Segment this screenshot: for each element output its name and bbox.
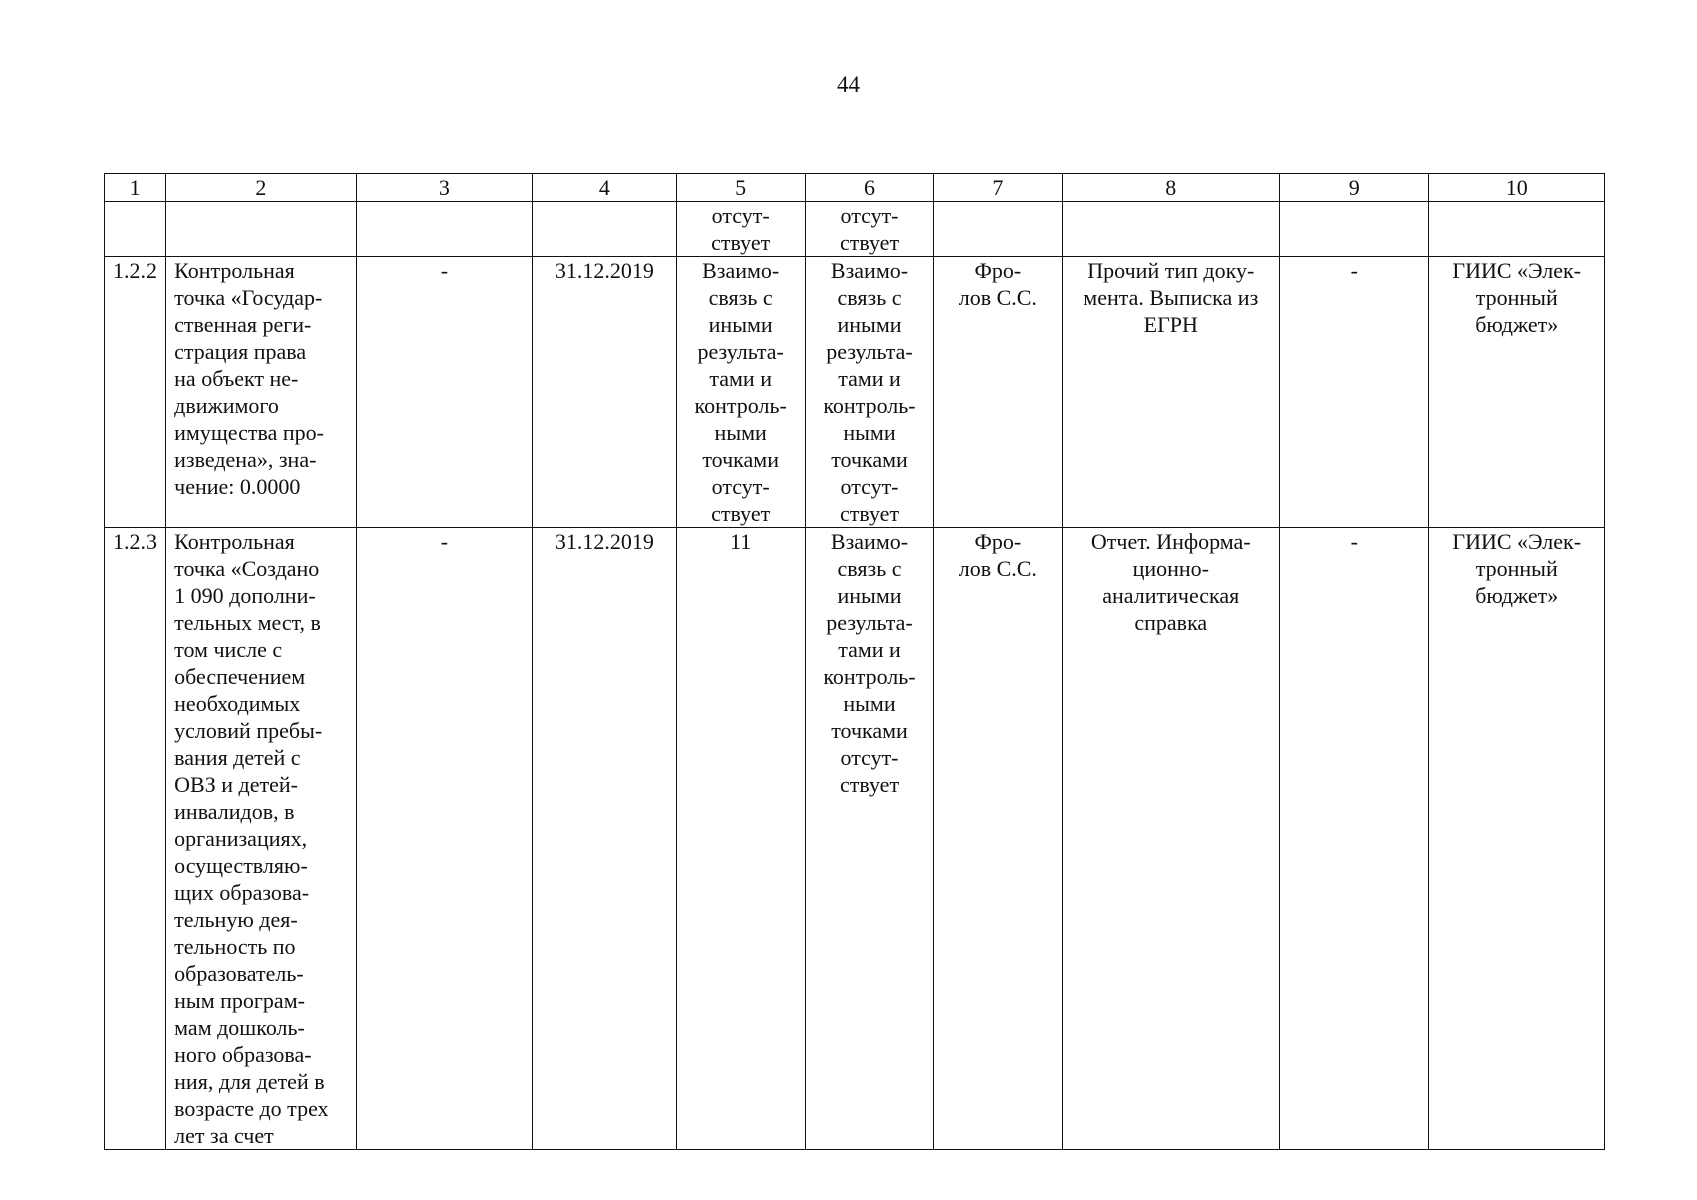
cell-relation-results: 11 [676,528,805,1150]
cell-empty [166,202,357,257]
cell-text: Фро- лов С.С. [958,258,1037,310]
cell-start-date: - [356,257,532,528]
cell-start-date: - [356,528,532,1150]
page-number: 44 [837,72,860,97]
cell-document-type [1062,257,1280,528]
cell-text: отсут- ствует [711,203,771,255]
header-cell-5: 5 [676,174,805,202]
cell-text: Взаимо- связь с иными результа- тами и контроль- ными точками отсут- ствует [694,258,787,526]
cell-end-date: 31.12.2019 [533,528,676,1150]
cell-empty [934,202,1062,257]
continuation-row [105,202,1605,257]
cell-relation-points [805,257,933,528]
header-cell-7: 7 [934,174,1062,202]
header-cell-2: 2 [166,174,357,202]
cell-empty [1429,202,1605,257]
cell-end-date: 31.12.2019 [533,257,676,528]
header-cell-10: 10 [1429,174,1605,202]
cell-responsible [934,257,1062,528]
data-table [104,173,1605,1150]
cell-text: ГИИС «Элек- тронный бюджет» [1452,529,1582,608]
cell-number: 1.2.3 [105,528,166,1150]
header-cell-3: 3 [356,174,532,202]
header-cell-6: 6 [805,174,933,202]
cell-name [166,528,357,1150]
cell-number: 1.2.2 [105,257,166,528]
cell-empty [1280,202,1429,257]
cell-empty [1062,202,1280,257]
cell-text: Взаимо- связь с иными результа- тами и контроль- ными точками отсут- ствует [823,258,916,526]
header-cell-9: 9 [1280,174,1429,202]
cell-empty [533,202,676,257]
cell-relation-points [805,528,933,1150]
cell-relation-results [676,257,805,528]
cell-empty [356,202,532,257]
header-row [105,174,1605,202]
cell-empty [105,202,166,257]
cell-document-type [1062,528,1280,1150]
header-cell-8: 8 [1062,174,1280,202]
cell-text: Отчет. Информа- ционно- аналитическая справка [1090,529,1251,635]
cell-level: - [1280,528,1429,1150]
header-cell-1: 1 [105,174,166,202]
cell-relation-points [805,202,933,257]
cell-level: - [1280,257,1429,528]
cell-text: отсут- ствует [839,203,900,255]
header-cell-4: 4 [533,174,676,202]
cell-relation-results [676,202,805,257]
cell-text: ГИИС «Элек- тронный бюджет» [1452,258,1582,337]
cell-text: Фро- лов С.С. [958,529,1037,581]
cell-responsible [934,528,1062,1150]
cell-text: Прочий тип доку- мента. Выписка из ЕГРН [1083,258,1259,337]
cell-text: Контрольная точка «Государ- ственная реги- страция права на объект не- движимого имущества про- изведена», зна- чение: 0.0000 [174,258,324,499]
cell-text: Контрольная точка «Создано 1 090 дополни- тельных мест, в том числе с обеспечением необходимых условий пребы- вания детей с ОВЗ и детей- инвалидов, в организациях, осуществляю- щих образова- тельную дея- тельность по образователь- ным програм- мам дошколь- ного образова- ния, для детей в возрасте до трех лет за счет [174,529,329,1148]
cell-name [166,257,357,528]
table-row [105,257,1605,528]
table-row [105,528,1605,1150]
cell-system [1429,528,1605,1150]
cell-system [1429,257,1605,528]
cell-text: Взаимо- связь с иными результа- тами и контроль- ными точками отсут- ствует [823,529,916,797]
